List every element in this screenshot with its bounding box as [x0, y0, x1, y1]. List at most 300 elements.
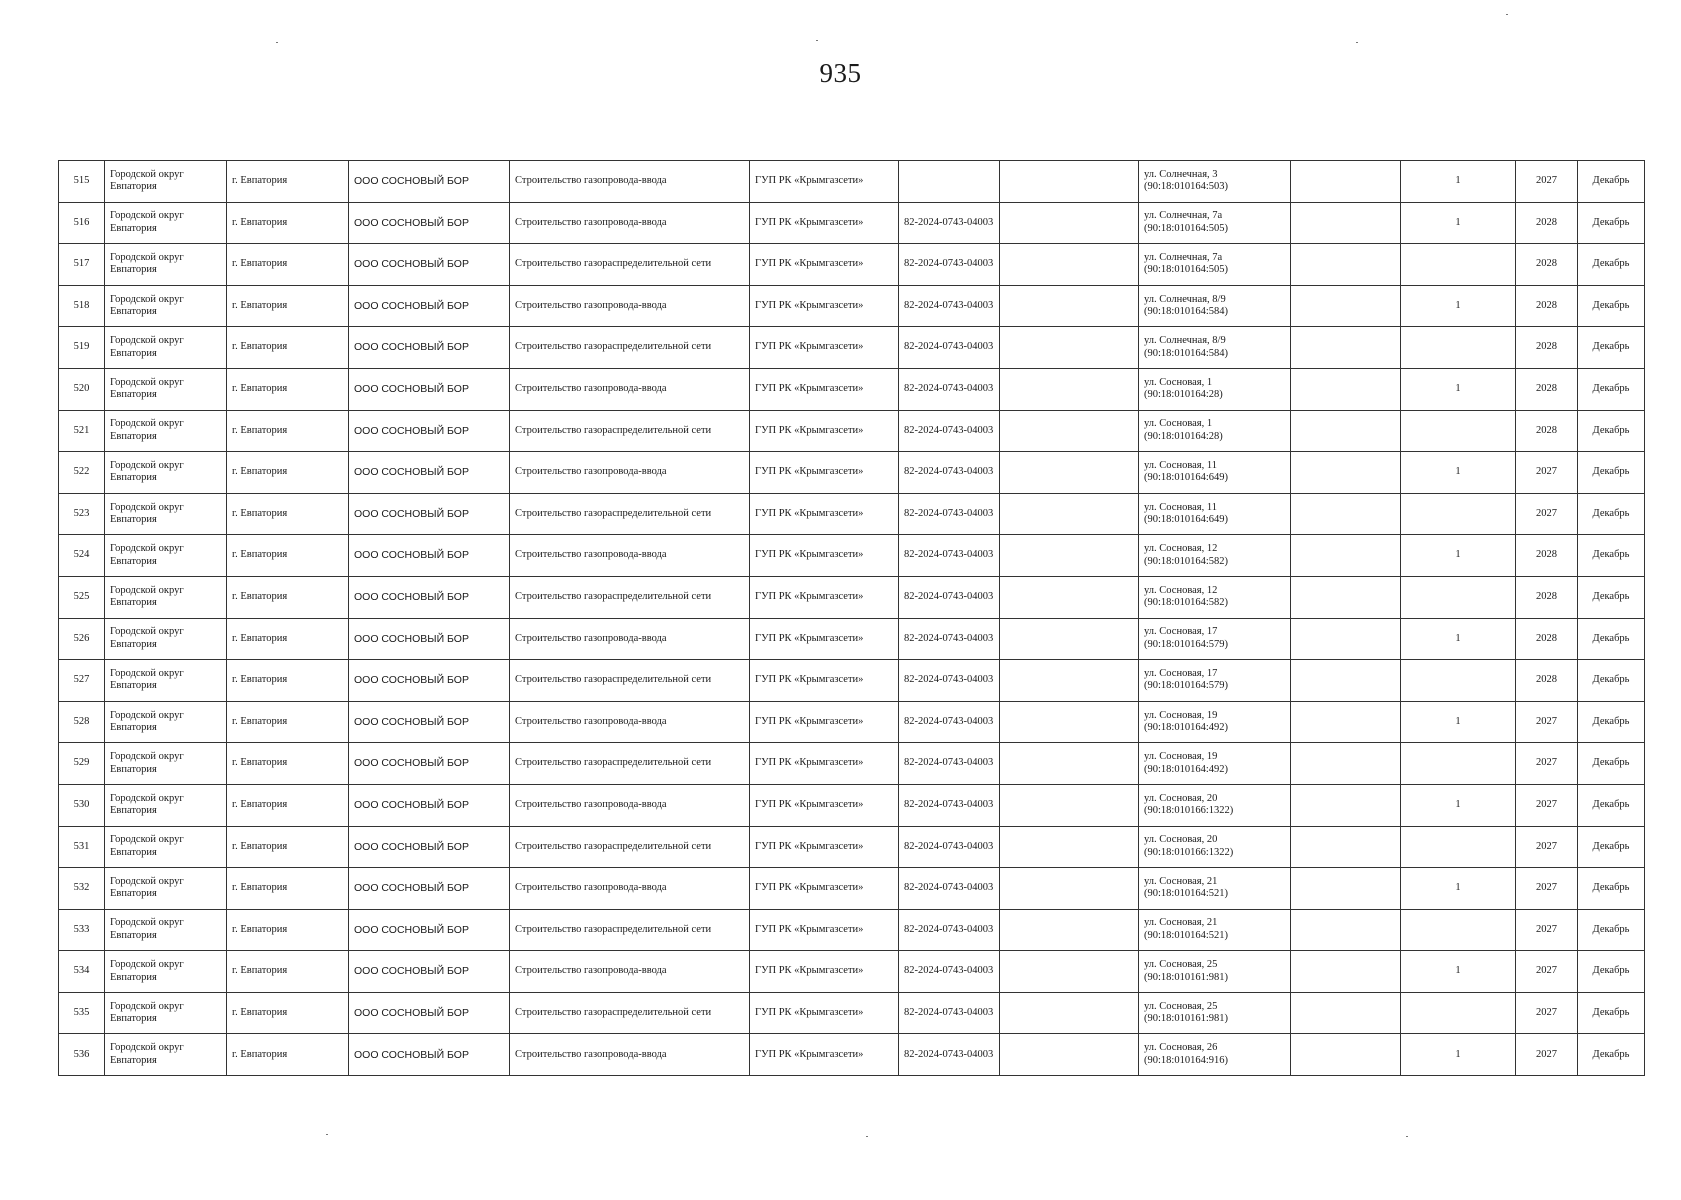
cell-address: ул. Сосновая, 25 (90:18:010161:981)	[1139, 992, 1291, 1034]
cell-operator: ГУП РК «Крымгазсети»	[750, 701, 899, 743]
cell-operator: ГУП РК «Крымгазсети»	[750, 285, 899, 327]
cell-empty-a	[1000, 701, 1139, 743]
cell-empty-a	[1000, 660, 1139, 702]
table-row	[59, 244, 1645, 286]
table-row	[59, 951, 1645, 993]
cell-city: г. Евпатория	[227, 1034, 349, 1076]
cell-empty-b	[1291, 784, 1401, 826]
cell-organization: ООО СОСНОВЫЙ БОР	[349, 244, 510, 286]
cell-city: г. Евпатория	[227, 701, 349, 743]
cell-year: 2028	[1516, 618, 1578, 660]
cell-operator: ГУП РК «Крымгазсети»	[750, 327, 899, 369]
page-number: 935	[819, 58, 862, 88]
table-row	[59, 909, 1645, 951]
cell-address: ул. Сосновая, 26 (90:18:010164:916)	[1139, 1034, 1291, 1076]
cell-year: 2028	[1516, 327, 1578, 369]
cell-year: 2027	[1516, 992, 1578, 1034]
cell-operator: ГУП РК «Крымгазсети»	[750, 161, 899, 203]
cell-row-number: 518	[59, 285, 105, 327]
cell-year: 2028	[1516, 410, 1578, 452]
table-row	[59, 452, 1645, 494]
cell-address: ул. Солнечная, 3 (90:18:010164:503)	[1139, 161, 1291, 203]
cell-work-type: Строительство газораспределительной сети	[510, 410, 750, 452]
cell-quantity	[1401, 493, 1516, 535]
cell-address: ул. Сосновая, 11 (90:18:010164:649)	[1139, 493, 1291, 535]
cell-district: Городской округ Евпатория	[105, 452, 227, 494]
cell-empty-a	[1000, 868, 1139, 910]
scan-speck	[1406, 1136, 1408, 1137]
cell-district: Городской округ Евпатория	[105, 660, 227, 702]
cell-year: 2028	[1516, 576, 1578, 618]
cell-district: Городской округ Евпатория	[105, 576, 227, 618]
cell-empty-b	[1291, 244, 1401, 286]
cell-year: 2028	[1516, 244, 1578, 286]
table-row	[59, 535, 1645, 577]
table-row	[59, 660, 1645, 702]
scan-speck	[866, 1136, 868, 1137]
cell-address: ул. Солнечная, 7а (90:18:010164:505)	[1139, 202, 1291, 244]
cell-work-type: Строительство газораспределительной сети	[510, 493, 750, 535]
cell-row-number: 515	[59, 161, 105, 203]
cell-empty-a	[1000, 493, 1139, 535]
cell-year: 2027	[1516, 909, 1578, 951]
cell-row-number: 536	[59, 1034, 105, 1076]
cell-district: Городской округ Евпатория	[105, 410, 227, 452]
cell-organization: ООО СОСНОВЫЙ БОР	[349, 452, 510, 494]
cell-row-number: 533	[59, 909, 105, 951]
cell-month: Декабрь	[1578, 618, 1645, 660]
cell-row-number: 526	[59, 618, 105, 660]
cell-work-type: Строительство газораспределительной сети	[510, 826, 750, 868]
cell-code: 82-2024-0743-04003	[899, 285, 1000, 327]
cell-empty-b	[1291, 327, 1401, 369]
cell-city: г. Евпатория	[227, 161, 349, 203]
cell-code: 82-2024-0743-04003	[899, 202, 1000, 244]
cell-row-number: 521	[59, 410, 105, 452]
cell-row-number: 516	[59, 202, 105, 244]
cell-address: ул. Сосновая, 21 (90:18:010164:521)	[1139, 868, 1291, 910]
cell-empty-b	[1291, 743, 1401, 785]
cell-year: 2028	[1516, 535, 1578, 577]
cell-quantity	[1401, 327, 1516, 369]
cell-quantity: 1	[1401, 161, 1516, 203]
cell-empty-a	[1000, 368, 1139, 410]
cell-row-number: 529	[59, 743, 105, 785]
cell-organization: ООО СОСНОВЫЙ БОР	[349, 909, 510, 951]
cell-month: Декабрь	[1578, 660, 1645, 702]
cell-work-type: Строительство газопровода-ввода	[510, 618, 750, 660]
cell-month: Декабрь	[1578, 161, 1645, 203]
cell-year: 2027	[1516, 743, 1578, 785]
cell-code: 82-2024-0743-04003	[899, 410, 1000, 452]
cell-code: 82-2024-0743-04003	[899, 660, 1000, 702]
cell-district: Городской округ Евпатория	[105, 618, 227, 660]
table-row	[59, 701, 1645, 743]
cell-organization: ООО СОСНОВЫЙ БОР	[349, 1034, 510, 1076]
cell-work-type: Строительство газораспределительной сети	[510, 576, 750, 618]
cell-operator: ГУП РК «Крымгазсети»	[750, 826, 899, 868]
cell-operator: ГУП РК «Крымгазсети»	[750, 618, 899, 660]
cell-organization: ООО СОСНОВЫЙ БОР	[349, 743, 510, 785]
cell-operator: ГУП РК «Крымгазсети»	[750, 951, 899, 993]
cell-year: 2027	[1516, 452, 1578, 494]
cell-row-number: 534	[59, 951, 105, 993]
cell-city: г. Евпатория	[227, 368, 349, 410]
cell-city: г. Евпатория	[227, 244, 349, 286]
cell-year: 2027	[1516, 826, 1578, 868]
cell-empty-b	[1291, 868, 1401, 910]
cell-year: 2028	[1516, 368, 1578, 410]
cell-district: Городской округ Евпатория	[105, 161, 227, 203]
cell-code: 82-2024-0743-04003	[899, 493, 1000, 535]
cell-operator: ГУП РК «Крымгазсети»	[750, 1034, 899, 1076]
cell-quantity: 1	[1401, 951, 1516, 993]
table-row	[59, 327, 1645, 369]
cell-address: ул. Солнечная, 8/9 (90:18:010164:584)	[1139, 285, 1291, 327]
cell-city: г. Евпатория	[227, 909, 349, 951]
cell-district: Городской округ Евпатория	[105, 743, 227, 785]
cell-year: 2027	[1516, 1034, 1578, 1076]
cell-empty-a	[1000, 161, 1139, 203]
cell-organization: ООО СОСНОВЫЙ БОР	[349, 576, 510, 618]
cell-city: г. Евпатория	[227, 285, 349, 327]
cell-quantity: 1	[1401, 368, 1516, 410]
cell-month: Декабрь	[1578, 368, 1645, 410]
cell-row-number: 522	[59, 452, 105, 494]
cell-month: Декабрь	[1578, 701, 1645, 743]
cell-work-type: Строительство газопровода-ввода	[510, 868, 750, 910]
cell-row-number: 523	[59, 493, 105, 535]
cell-code: 82-2024-0743-04003	[899, 826, 1000, 868]
register-rows	[59, 161, 1645, 1076]
cell-address: ул. Сосновая, 21 (90:18:010164:521)	[1139, 909, 1291, 951]
cell-row-number: 519	[59, 327, 105, 369]
cell-code: 82-2024-0743-04003	[899, 368, 1000, 410]
cell-row-number: 531	[59, 826, 105, 868]
cell-empty-b	[1291, 493, 1401, 535]
cell-district: Городской округ Евпатория	[105, 244, 227, 286]
table-row	[59, 285, 1645, 327]
cell-quantity	[1401, 660, 1516, 702]
cell-month: Декабрь	[1578, 535, 1645, 577]
cell-operator: ГУП РК «Крымгазсети»	[750, 660, 899, 702]
cell-empty-a	[1000, 784, 1139, 826]
cell-code: 82-2024-0743-04003	[899, 244, 1000, 286]
cell-city: г. Евпатория	[227, 452, 349, 494]
cell-empty-b	[1291, 285, 1401, 327]
table-row	[59, 202, 1645, 244]
cell-work-type: Строительство газопровода-ввода	[510, 701, 750, 743]
cell-empty-b	[1291, 992, 1401, 1034]
cell-work-type: Строительство газопровода-ввода	[510, 535, 750, 577]
cell-address: ул. Сосновая, 17 (90:18:010164:579)	[1139, 618, 1291, 660]
cell-month: Декабрь	[1578, 992, 1645, 1034]
cell-work-type: Строительство газопровода-ввода	[510, 285, 750, 327]
cell-district: Городской округ Евпатория	[105, 327, 227, 369]
cell-quantity: 1	[1401, 784, 1516, 826]
cell-year: 2028	[1516, 202, 1578, 244]
cell-empty-a	[1000, 244, 1139, 286]
table-row	[59, 368, 1645, 410]
cell-operator: ГУП РК «Крымгазсети»	[750, 368, 899, 410]
cell-empty-a	[1000, 410, 1139, 452]
cell-year: 2027	[1516, 493, 1578, 535]
cell-month: Декабрь	[1578, 743, 1645, 785]
cell-operator: ГУП РК «Крымгазсети»	[750, 909, 899, 951]
cell-empty-a	[1000, 909, 1139, 951]
cell-address: ул. Сосновая, 19 (90:18:010164:492)	[1139, 701, 1291, 743]
cell-city: г. Евпатория	[227, 618, 349, 660]
cell-address: ул. Сосновая, 19 (90:18:010164:492)	[1139, 743, 1291, 785]
cell-row-number: 525	[59, 576, 105, 618]
cell-city: г. Евпатория	[227, 951, 349, 993]
cell-work-type: Строительство газораспределительной сети	[510, 660, 750, 702]
cell-code: 82-2024-0743-04003	[899, 1034, 1000, 1076]
cell-organization: ООО СОСНОВЫЙ БОР	[349, 202, 510, 244]
cell-quantity	[1401, 909, 1516, 951]
cell-organization: ООО СОСНОВЫЙ БОР	[349, 493, 510, 535]
cell-quantity: 1	[1401, 202, 1516, 244]
cell-city: г. Евпатория	[227, 826, 349, 868]
cell-year: 2028	[1516, 285, 1578, 327]
cell-work-type: Строительство газораспределительной сети	[510, 992, 750, 1034]
cell-quantity	[1401, 576, 1516, 618]
cell-quantity: 1	[1401, 452, 1516, 494]
cell-month: Декабрь	[1578, 493, 1645, 535]
cell-address: ул. Сосновая, 12 (90:18:010164:582)	[1139, 535, 1291, 577]
cell-district: Городской округ Евпатория	[105, 868, 227, 910]
cell-address: ул. Сосновая, 20 (90:18:010166:1322)	[1139, 784, 1291, 826]
cell-city: г. Евпатория	[227, 327, 349, 369]
cell-organization: ООО СОСНОВЫЙ БОР	[349, 618, 510, 660]
cell-city: г. Евпатория	[227, 992, 349, 1034]
table-row	[59, 576, 1645, 618]
cell-month: Декабрь	[1578, 244, 1645, 286]
cell-month: Декабрь	[1578, 576, 1645, 618]
cell-empty-b	[1291, 951, 1401, 993]
cell-code: 82-2024-0743-04003	[899, 327, 1000, 369]
cell-district: Городской округ Евпатория	[105, 701, 227, 743]
cell-city: г. Евпатория	[227, 868, 349, 910]
cell-organization: ООО СОСНОВЫЙ БОР	[349, 784, 510, 826]
cell-work-type: Строительство газопровода-ввода	[510, 784, 750, 826]
cell-operator: ГУП РК «Крымгазсети»	[750, 410, 899, 452]
cell-quantity: 1	[1401, 1034, 1516, 1076]
cell-empty-b	[1291, 368, 1401, 410]
cell-organization: ООО СОСНОВЫЙ БОР	[349, 535, 510, 577]
cell-operator: ГУП РК «Крымгазсети»	[750, 784, 899, 826]
cell-address: ул. Сосновая, 11 (90:18:010164:649)	[1139, 452, 1291, 494]
cell-work-type: Строительство газораспределительной сети	[510, 909, 750, 951]
cell-code: 82-2024-0743-04003	[899, 618, 1000, 660]
table-row	[59, 868, 1645, 910]
cell-work-type: Строительство газопровода-ввода	[510, 161, 750, 203]
cell-operator: ГУП РК «Крымгазсети»	[750, 244, 899, 286]
cell-empty-a	[1000, 535, 1139, 577]
cell-row-number: 517	[59, 244, 105, 286]
cell-district: Городской округ Евпатория	[105, 784, 227, 826]
cell-month: Декабрь	[1578, 826, 1645, 868]
cell-organization: ООО СОСНОВЫЙ БОР	[349, 992, 510, 1034]
cell-work-type: Строительство газораспределительной сети	[510, 743, 750, 785]
table-row	[59, 410, 1645, 452]
cell-operator: ГУП РК «Крымгазсети»	[750, 868, 899, 910]
cell-address: ул. Сосновая, 1 (90:18:010164:28)	[1139, 410, 1291, 452]
table-row	[59, 1034, 1645, 1076]
cell-month: Декабрь	[1578, 327, 1645, 369]
cell-city: г. Евпатория	[227, 576, 349, 618]
cell-quantity	[1401, 992, 1516, 1034]
cell-quantity	[1401, 410, 1516, 452]
cell-month: Декабрь	[1578, 202, 1645, 244]
cell-organization: ООО СОСНОВЫЙ БОР	[349, 410, 510, 452]
cell-district: Городской округ Евпатория	[105, 1034, 227, 1076]
cell-district: Городской округ Евпатория	[105, 992, 227, 1034]
cell-city: г. Евпатория	[227, 743, 349, 785]
cell-quantity: 1	[1401, 285, 1516, 327]
cell-organization: ООО СОСНОВЫЙ БОР	[349, 868, 510, 910]
cell-code: 82-2024-0743-04003	[899, 576, 1000, 618]
cell-work-type: Строительство газопровода-ввода	[510, 1034, 750, 1076]
cell-month: Декабрь	[1578, 410, 1645, 452]
cell-empty-b	[1291, 826, 1401, 868]
cell-work-type: Строительство газопровода-ввода	[510, 202, 750, 244]
cell-operator: ГУП РК «Крымгазсети»	[750, 743, 899, 785]
cell-empty-b	[1291, 701, 1401, 743]
cell-empty-a	[1000, 1034, 1139, 1076]
cell-empty-b	[1291, 660, 1401, 702]
cell-code: 82-2024-0743-04003	[899, 452, 1000, 494]
cell-organization: ООО СОСНОВЫЙ БОР	[349, 368, 510, 410]
cell-address: ул. Сосновая, 20 (90:18:010166:1322)	[1139, 826, 1291, 868]
cell-city: г. Евпатория	[227, 493, 349, 535]
cell-work-type: Строительство газораспределительной сети	[510, 327, 750, 369]
table-row	[59, 784, 1645, 826]
cell-month: Декабрь	[1578, 452, 1645, 494]
table-row	[59, 826, 1645, 868]
table-row	[59, 161, 1645, 203]
cell-organization: ООО СОСНОВЫЙ БОР	[349, 285, 510, 327]
cell-organization: ООО СОСНОВЫЙ БОР	[349, 701, 510, 743]
scan-speck	[816, 40, 818, 41]
cell-address: ул. Сосновая, 12 (90:18:010164:582)	[1139, 576, 1291, 618]
cell-operator: ГУП РК «Крымгазсети»	[750, 535, 899, 577]
cell-empty-b	[1291, 452, 1401, 494]
cell-month: Декабрь	[1578, 951, 1645, 993]
cell-work-type: Строительство газопровода-ввода	[510, 368, 750, 410]
cell-code: 82-2024-0743-04003	[899, 868, 1000, 910]
cell-row-number: 532	[59, 868, 105, 910]
cell-quantity: 1	[1401, 618, 1516, 660]
cell-district: Городской округ Евпатория	[105, 826, 227, 868]
table-row	[59, 743, 1645, 785]
table-row	[59, 992, 1645, 1034]
cell-year: 2027	[1516, 868, 1578, 910]
cell-address: ул. Сосновая, 25 (90:18:010161:981)	[1139, 951, 1291, 993]
cell-month: Декабрь	[1578, 868, 1645, 910]
cell-empty-b	[1291, 161, 1401, 203]
cell-empty-a	[1000, 992, 1139, 1034]
cell-quantity: 1	[1401, 535, 1516, 577]
table-row	[59, 618, 1645, 660]
register-table	[58, 160, 1645, 1076]
cell-district: Городской округ Евпатория	[105, 909, 227, 951]
cell-year: 2027	[1516, 701, 1578, 743]
cell-empty-a	[1000, 618, 1139, 660]
cell-month: Декабрь	[1578, 784, 1645, 826]
cell-month: Декабрь	[1578, 285, 1645, 327]
cell-work-type: Строительство газопровода-ввода	[510, 951, 750, 993]
cell-empty-b	[1291, 535, 1401, 577]
cell-address: ул. Сосновая, 17 (90:18:010164:579)	[1139, 660, 1291, 702]
table-row	[59, 493, 1645, 535]
cell-code: 82-2024-0743-04003	[899, 535, 1000, 577]
cell-row-number: 524	[59, 535, 105, 577]
cell-quantity	[1401, 826, 1516, 868]
cell-district: Городской округ Евпатория	[105, 493, 227, 535]
cell-month: Декабрь	[1578, 909, 1645, 951]
cell-operator: ГУП РК «Крымгазсети»	[750, 576, 899, 618]
cell-code: 82-2024-0743-04003	[899, 743, 1000, 785]
cell-code	[899, 161, 1000, 203]
cell-district: Городской округ Евпатория	[105, 951, 227, 993]
scan-speck	[1506, 14, 1508, 15]
cell-empty-b	[1291, 909, 1401, 951]
cell-quantity	[1401, 244, 1516, 286]
cell-code: 82-2024-0743-04003	[899, 951, 1000, 993]
cell-code: 82-2024-0743-04003	[899, 992, 1000, 1034]
cell-month: Декабрь	[1578, 1034, 1645, 1076]
cell-empty-a	[1000, 452, 1139, 494]
cell-code: 82-2024-0743-04003	[899, 784, 1000, 826]
cell-operator: ГУП РК «Крымгазсети»	[750, 992, 899, 1034]
cell-row-number: 528	[59, 701, 105, 743]
cell-empty-b	[1291, 618, 1401, 660]
cell-city: г. Евпатория	[227, 202, 349, 244]
cell-organization: ООО СОСНОВЫЙ БОР	[349, 161, 510, 203]
scan-speck	[276, 42, 278, 43]
scan-speck	[326, 1134, 328, 1135]
cell-operator: ГУП РК «Крымгазсети»	[750, 493, 899, 535]
cell-row-number: 535	[59, 992, 105, 1034]
cell-row-number: 530	[59, 784, 105, 826]
cell-empty-b	[1291, 410, 1401, 452]
cell-city: г. Евпатория	[227, 410, 349, 452]
cell-empty-b	[1291, 576, 1401, 618]
cell-district: Городской округ Евпатория	[105, 535, 227, 577]
cell-empty-a	[1000, 826, 1139, 868]
cell-organization: ООО СОСНОВЫЙ БОР	[349, 327, 510, 369]
cell-quantity: 1	[1401, 701, 1516, 743]
cell-empty-a	[1000, 285, 1139, 327]
cell-quantity	[1401, 743, 1516, 785]
cell-organization: ООО СОСНОВЫЙ БОР	[349, 951, 510, 993]
cell-empty-a	[1000, 202, 1139, 244]
cell-empty-a	[1000, 576, 1139, 618]
cell-operator: ГУП РК «Крымгазсети»	[750, 202, 899, 244]
cell-quantity: 1	[1401, 868, 1516, 910]
cell-year: 2027	[1516, 161, 1578, 203]
cell-city: г. Евпатория	[227, 535, 349, 577]
cell-empty-b	[1291, 202, 1401, 244]
cell-row-number: 520	[59, 368, 105, 410]
cell-empty-a	[1000, 327, 1139, 369]
cell-year: 2028	[1516, 660, 1578, 702]
cell-empty-a	[1000, 951, 1139, 993]
cell-empty-b	[1291, 1034, 1401, 1076]
cell-address: ул. Сосновая, 1 (90:18:010164:28)	[1139, 368, 1291, 410]
scan-speck	[1356, 42, 1358, 43]
